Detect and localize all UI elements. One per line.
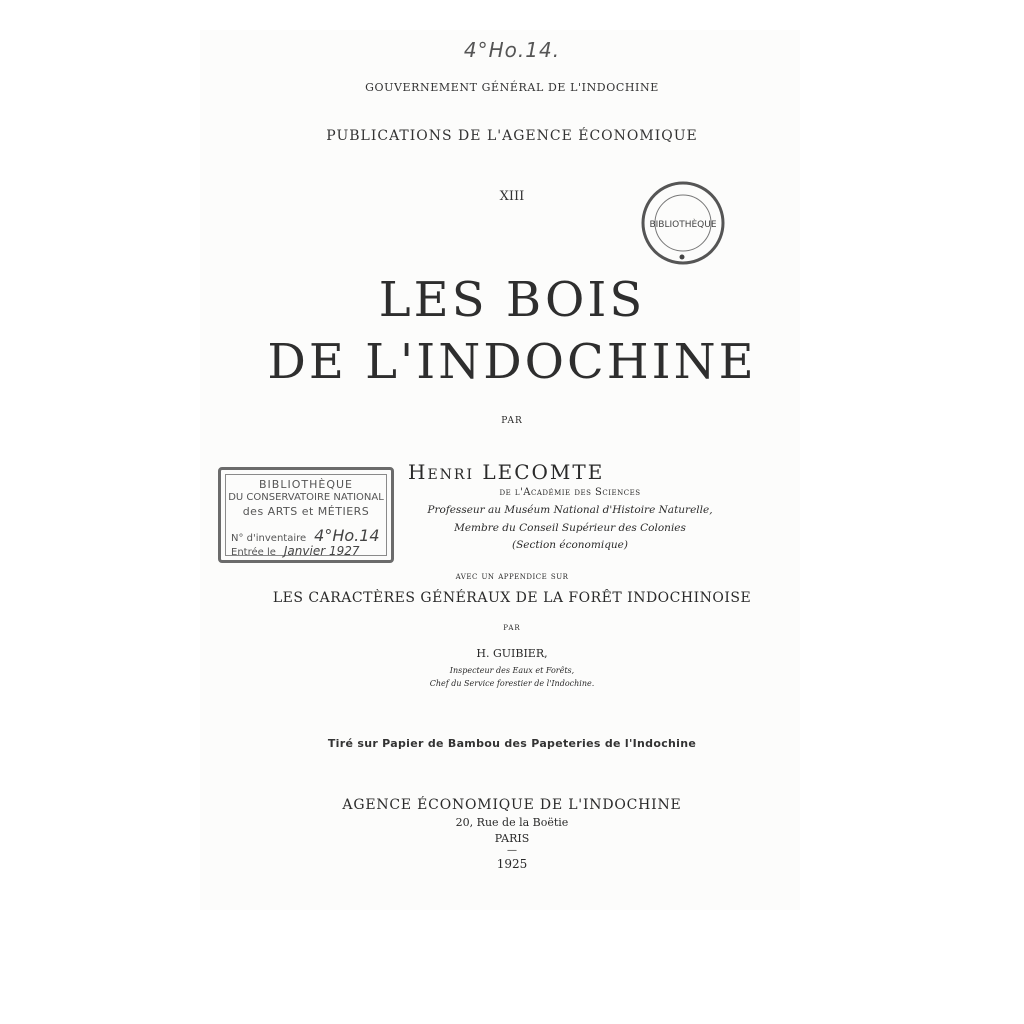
book-title-line-2: DE L'INDOCHINE xyxy=(267,334,757,390)
round-stamp-label: BIBLIOTHÈQUE xyxy=(649,220,717,230)
library-round-stamp xyxy=(638,178,728,268)
appendix-by-label: PAR xyxy=(503,624,521,632)
stamp-line-1: BIBLIOTHÈQUE xyxy=(259,478,353,491)
author-membership: Membre du Conseil Supérieur des Colonies xyxy=(454,522,686,534)
publisher-city: PARIS xyxy=(494,832,530,845)
author-name: Henri LECOMTE xyxy=(408,460,605,484)
stamp-inventory-value: 4°Ho.14 xyxy=(314,526,380,545)
volume-number: XIII xyxy=(499,189,525,204)
stamp-line-2: DU CONSERVATOIRE NATIONAL xyxy=(228,492,384,503)
series-title: PUBLICATIONS DE L'AGENCE ÉCONOMIQUE xyxy=(326,128,698,144)
shelfmark-handwritten: 4°Ho.14. xyxy=(463,38,561,62)
publication-year: 1925 xyxy=(496,857,528,871)
appendix-intro: avec un appendice sur xyxy=(455,571,569,582)
book-title-line-1: LES BOIS xyxy=(378,272,646,328)
stamp-entry-label: Entrée le xyxy=(231,547,276,558)
stamp-line-3: des ARTS et MÉTIERS xyxy=(242,505,370,518)
publisher-name: AGENCE ÉCONOMIQUE DE L'INDOCHINE xyxy=(342,797,682,813)
stamp-entry-value: Janvier 1927 xyxy=(283,544,360,558)
government-header: GOUVERNEMENT GÉNÉRAL DE L'INDOCHINE xyxy=(365,81,659,94)
stamp-inventory-row xyxy=(231,526,380,545)
publisher-address: 20, Rue de la Boëtie xyxy=(455,816,569,829)
author-academy: de l'Académie des Sciences xyxy=(499,487,641,498)
appendix-title: LES CARACTÈRES GÉNÉRAUX DE LA FORÊT INDOCHINOISE xyxy=(272,590,752,606)
library-rectangular-stamp xyxy=(218,467,394,563)
paper-note: Tiré sur Papier de Bambou des Papeteries de l'Indochine xyxy=(327,737,697,750)
author-section: (Section économique) xyxy=(512,539,628,551)
by-label: PAR xyxy=(501,416,523,426)
appendix-author-role-2: Chef du Service forestier de l'Indochine. xyxy=(429,679,595,688)
appendix-author-role-1: Inspecteur des Eaux et Forêts, xyxy=(449,666,575,675)
appendix-author: H. GUIBIER, xyxy=(476,647,548,660)
stamp-entry-row xyxy=(231,544,360,558)
separator-dash: — xyxy=(507,845,517,856)
author-professorship: Professeur au Muséum National d'Histoire Naturelle, xyxy=(427,504,713,516)
stamp-inventory-label: N° d'inventaire xyxy=(231,533,307,544)
